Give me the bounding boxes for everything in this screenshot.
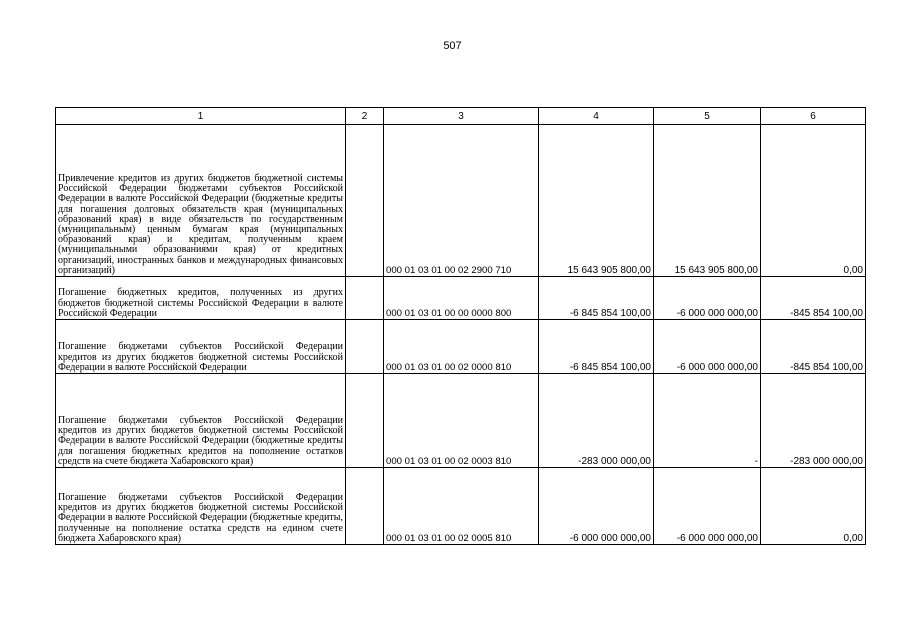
- row-code: 000 01 03 01 00 00 0000 800: [384, 277, 539, 320]
- column-header-4: 4: [539, 108, 654, 125]
- row-col6: 0,00: [761, 125, 866, 277]
- column-header-5: 5: [654, 108, 761, 125]
- row-description: Погашение бюджетами субъектов Российской Федерации кредитов из других бюджетов бюджетной системы Российской Федерации в валюте Российской Федерации (бюджетные кредиты, полученные на пополнение остатка средств на едином счете бюджета Хабаровского края): [56, 468, 346, 545]
- table-row: [56, 277, 866, 320]
- table-row: [56, 320, 866, 374]
- column-header-6: 6: [761, 108, 866, 125]
- table-row: [56, 374, 866, 468]
- row-col5: -6 000 000 000,00: [654, 277, 761, 320]
- row-col6: -845 854 100,00: [761, 277, 866, 320]
- row-description: Погашение бюджетами субъектов Российской Федерации кредитов из других бюджетов бюджетной системы Российской Федерации в валюте Российской Федерации (бюджетные кредиты для погашения бюджетных кредитов на пополнение остатков средств на счете бюджета Хабаровского края): [56, 374, 346, 468]
- column-header-2: 2: [346, 108, 384, 125]
- row-col6: -283 000 000,00: [761, 374, 866, 468]
- row-col6: -845 854 100,00: [761, 320, 866, 374]
- row-col2: [346, 468, 384, 545]
- row-col2: [346, 125, 384, 277]
- row-col5: 15 643 905 800,00: [654, 125, 761, 277]
- row-col2: [346, 320, 384, 374]
- column-header-3: 3: [384, 108, 539, 125]
- row-col4: -283 000 000,00: [539, 374, 654, 468]
- row-code: 000 01 03 01 00 02 0003 810: [384, 374, 539, 468]
- row-col4: -6 000 000 000,00: [539, 468, 654, 545]
- row-col4: -6 845 854 100,00: [539, 320, 654, 374]
- row-col5: -6 000 000 000,00: [654, 468, 761, 545]
- row-col4: 15 643 905 800,00: [539, 125, 654, 277]
- row-col6: 0,00: [761, 468, 866, 545]
- row-code: 000 01 03 01 00 02 0000 810: [384, 320, 539, 374]
- row-col5: -: [654, 374, 761, 468]
- row-col2: [346, 277, 384, 320]
- table-row: [56, 468, 866, 545]
- table-row: [56, 125, 866, 277]
- row-col5: -6 000 000 000,00: [654, 320, 761, 374]
- budget-table: [55, 107, 866, 545]
- row-description: Погашение бюджетных кредитов, полученных из других бюджетов бюджетной системы Российской Федерации в валюте Российской Федерации: [56, 277, 346, 320]
- row-code: 000 01 03 01 00 02 0005 810: [384, 468, 539, 545]
- column-header-1: 1: [56, 108, 346, 125]
- table-header-row: [56, 108, 866, 125]
- row-description: Погашение бюджетами субъектов Российской Федерации кредитов из других бюджетов бюджетной системы Российской Федерации в валюте Российской Федерации: [56, 320, 346, 374]
- row-description: Привлечение кредитов из других бюджетов бюджетной системы Российской Федерации бюджетами субъектов Российской Федерации в валюте Российской Федерации (бюджетные кредиты для погашения долговых обязательств края (муниципальных образований края) в виде обязательств по государственным (муниципальным) ценным бумагам края (муниципальных образований края) и кредитам, полученным краем (муниципальными образованиями края) от кредитных организаций, иностранных банков и международных финансовых организаций): [56, 125, 346, 277]
- row-code: 000 01 03 01 00 02 2900 710: [384, 125, 539, 277]
- row-col2: [346, 374, 384, 468]
- page-number: 507: [443, 40, 462, 52]
- row-col4: -6 845 854 100,00: [539, 277, 654, 320]
